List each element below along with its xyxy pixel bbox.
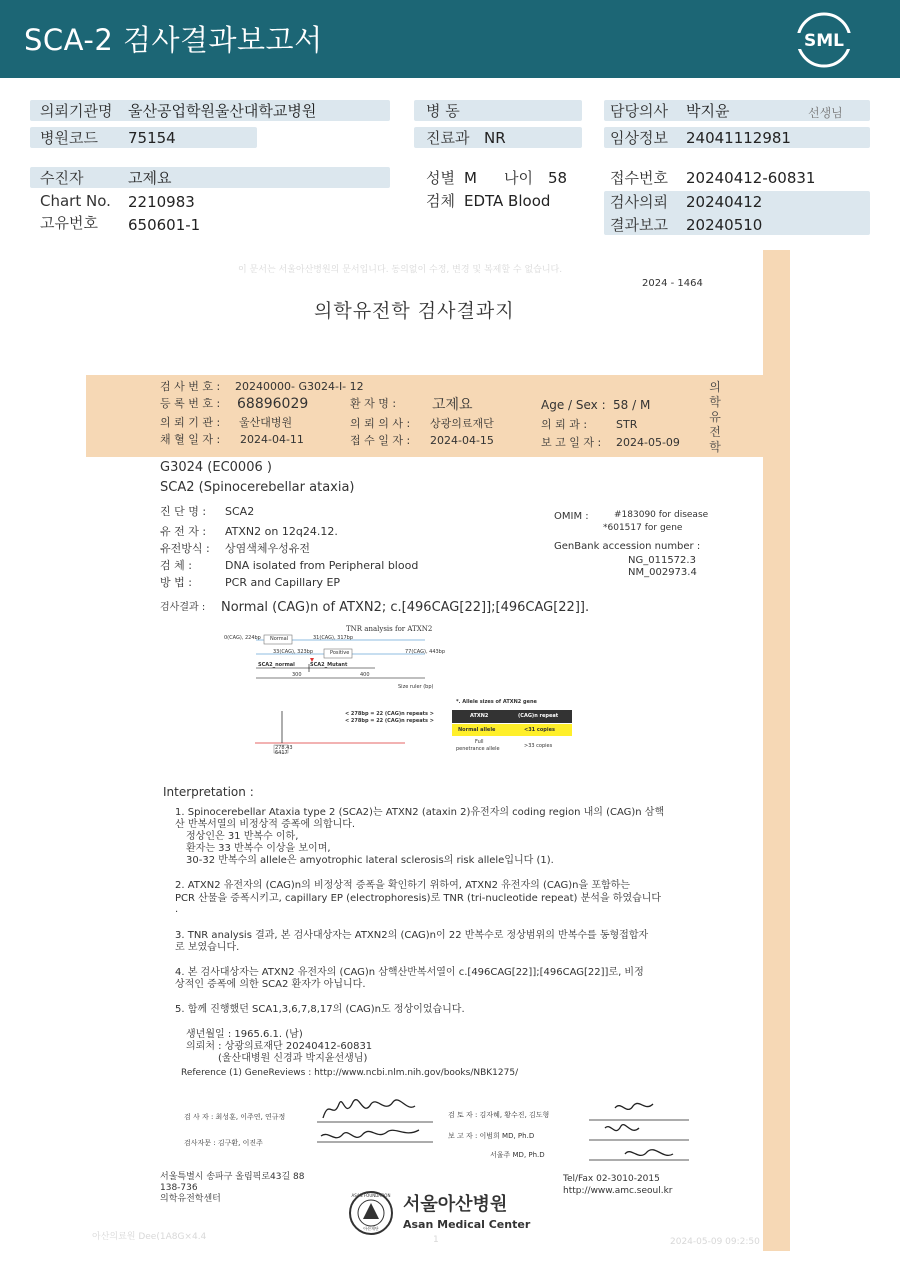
fig-normal: Normal [270, 636, 289, 642]
footer-page: 1 [433, 1235, 439, 1245]
fig-sca2-mutant: SCA2_Mutant [310, 662, 348, 668]
specimen-label-2: 검 체 : [160, 559, 192, 572]
interp-line-1: 1. Spinocerebellar Ataxia type 2 (SCA2)는 ATXN2 (ataxin 2)유전자의 coding region 내의 (CAG)n 삼핵 [175, 807, 665, 818]
hospital-code-value: 75154 [128, 129, 176, 147]
request-label: 검사의뢰 [610, 193, 668, 211]
address-3: 의학유전학센터 [160, 1194, 221, 1204]
sex-label: 성별 [426, 169, 455, 187]
report-value: 20240510 [686, 216, 763, 234]
diagnosis-label: 진 단 명 : [160, 505, 207, 518]
institution-value: 울산공업학원울산대학교병원 [128, 102, 317, 120]
age-sex-label: Age / Sex : [541, 398, 606, 412]
result-label: 검사결과 : [160, 602, 206, 613]
peak-label-2: 6417 [275, 750, 288, 756]
specimen-2: DNA isolated from Peripheral blood [225, 559, 419, 572]
allele-col1: ATXN2 [470, 713, 489, 719]
header-bar [0, 0, 900, 78]
omim-gene: *601517 for gene [603, 523, 683, 533]
footer-right: 2024-05-09 09:2:50 [670, 1237, 760, 1247]
omim-disease: #183090 for disease [614, 510, 709, 520]
reg-no: 68896029 [237, 396, 309, 412]
address-1: 서울특별시 송파구 올림픽로43길 88 [160, 1172, 305, 1182]
age-value: 58 [548, 169, 568, 187]
peak-label-1: 278.43 [275, 745, 293, 751]
doctor-label: 담당의사 [610, 102, 668, 120]
report-title: 의학유전학 검사결과지 [314, 300, 515, 322]
client: 의뢰처 : 상광의료재단 20240412-60831 [186, 1041, 373, 1052]
website: http://www.amc.seoul.kr [563, 1186, 673, 1196]
reviewer: 검 토 자 : 김자혜, 황수진, 김도형 [448, 1111, 550, 1119]
chart-label: Chart No. [40, 192, 111, 210]
sex-value: M [464, 169, 477, 187]
receipt-label: 접수번호 [610, 169, 668, 187]
interp-line-10: 로 보였습니다. [175, 942, 240, 953]
test-no: 20240000- G3024-I- 12 [235, 380, 364, 393]
footer-left: 아산의료원 Dee(1A8G×4.4 [92, 1232, 207, 1242]
patient-value: 고제요 [128, 169, 172, 187]
ward-label: 병 동 [426, 102, 460, 120]
allele-normal-copies: <31 copies [524, 727, 555, 733]
genbank-2: NM_002973.4 [628, 567, 697, 578]
doctor-suffix: 선생님 [808, 106, 843, 120]
allele-normal: Normal allele [458, 727, 496, 733]
band-patient: 고제요 [432, 397, 473, 413]
reference: Reference (1) GeneReviews : http://www.ncbi.nlm.nih.gov/books/NBK1275/ [181, 1068, 519, 1078]
age-label: 나이 [504, 169, 533, 187]
clinical-label: 임상정보 [610, 129, 668, 147]
interp-line-2: 산 반복서열의 비정상적 증폭에 의합니다. [175, 819, 356, 830]
method: PCR and Capillary EP [225, 576, 341, 589]
sml-logo [795, 11, 853, 69]
address-2: 138-736 [160, 1183, 198, 1193]
unique-label: 고유번호 [40, 214, 98, 232]
patient-label: 수진자 [40, 169, 84, 187]
reg-no-label: 등 록 번 호 : [160, 397, 221, 410]
svg-text:ASAN FOUNDATION: ASAN FOUNDATION [351, 1193, 391, 1198]
repeat-label-1: < 278bp = 22 (CAG)n repeats > [345, 711, 434, 717]
repeat-label-2: < 278bp = 22 (CAG)n repeats > [345, 718, 434, 724]
doc-number: 2024 - 1464 [642, 278, 703, 289]
reporter-2: 서울주 MD, Ph.D [490, 1151, 545, 1159]
unique-value: 650601-1 [128, 216, 201, 234]
band-report-label: 보 고 일 자 : [541, 436, 602, 449]
interp-line-11: 4. 본 검사대상자는 ATXN2 유전자의 (CAG)n 삼핵산반복서열이 c.[496CAG[22]];[496CAG[22]]로, 비정 [175, 967, 644, 978]
band-report: 2024-05-09 [616, 436, 680, 449]
gene-label: 유 전 자 : [160, 525, 207, 538]
inst-label: 의 뢰 기 관 : [160, 416, 221, 429]
interp-line-8: . [175, 904, 179, 915]
svg-text:아산재단: 아산재단 [363, 1226, 379, 1231]
allele-full-1: Full [475, 739, 484, 745]
watermark-text: 이 문서는 서울아산병원의 문서입니다. 동의없이 수정, 변경 및 복제할 수 없습니다. [238, 265, 563, 275]
test-code: G3024 (EC0006 ) [160, 460, 272, 475]
client-2: (울산대병원 신경과 박지윤선생님) [218, 1053, 368, 1064]
hospital-code-label: 병원코드 [40, 129, 98, 147]
dept-label: 진료과 [426, 129, 470, 147]
specimen-label: 검체 [426, 192, 455, 210]
inst: 울산대병원 [239, 416, 293, 429]
signature-right [585, 1098, 695, 1168]
fig-tick-400: 400 [360, 672, 370, 678]
row-bg [30, 167, 390, 188]
interp-line-13: 5. 함께 진행했던 SCA1,3,6,7,8,17의 (CAG)n도 정상이었습니다. [175, 1004, 465, 1015]
band-patient-label: 환 자 명 : [350, 397, 397, 410]
examiner-chief: 검사자문 : 김구환, 이진주 [184, 1139, 263, 1147]
req-dept: STR [616, 418, 638, 431]
interp-line-9: 3. TNR analysis 결과, 본 검사대상자는 ATXN2의 (CAG)n이 22 반복수로 정상범위의 반복수를 동형접합자 [175, 930, 649, 941]
svg-text:SML: SML [804, 31, 844, 51]
specimen-value: EDTA Blood [464, 192, 551, 210]
test-no-label: 검 사 번 호 : [160, 380, 221, 393]
gene: ATXN2 on 12q24.12. [225, 525, 338, 538]
fig-l1: 0(CAG), 224bp [224, 635, 261, 641]
chart-value: 2210983 [128, 193, 195, 211]
allele-col2: (CAG)n repeat [518, 713, 559, 719]
asan-foundation-seal [348, 1190, 394, 1236]
allele-title: *. Allele sizes of ATXN2 gene [456, 699, 537, 705]
receive: 2024-04-15 [430, 434, 494, 447]
inherit-label: 유전방식 : [160, 542, 210, 555]
report-label: 결과보고 [610, 216, 668, 234]
request-value: 20240412 [686, 193, 763, 211]
figure-title: TNR analysis for ATXN2 [346, 625, 433, 633]
req-dept-label: 의 뢰 과 : [541, 418, 588, 431]
genbank-label: GenBank accession number : [554, 541, 701, 552]
allele-full-copies: >33 copies [524, 743, 553, 749]
interp-line-7: PCR 산물을 증폭시키고, capillary EP (electrophoresis)로 TNR (tri-nucleotide repeat) 분석을 하였습니다 [175, 893, 662, 904]
fig-positive: Positive [330, 650, 350, 656]
fig-l2: 31(CAG), 317bp [313, 635, 354, 641]
interp-line-3: 정상인은 31 반복수 이하, [186, 831, 299, 842]
req-doc-label: 의 뢰 의 사 : [350, 417, 411, 430]
institution-label: 의뢰기관명 [40, 102, 113, 120]
dept-value: NR [484, 129, 506, 147]
hospital-name-en: Asan Medical Center [403, 1218, 531, 1231]
method-label: 방 법 : [160, 576, 192, 589]
reporter: 보 고 자 : 이범희 MD, Ph.D [448, 1132, 535, 1140]
clinical-value: 24041112981 [686, 129, 791, 147]
test-name: SCA2 (Spinocerebellar ataxia) [160, 480, 355, 495]
req-doc: 상광의료재단 [430, 417, 494, 430]
interpretation-title: Interpretation : [163, 785, 254, 799]
examiner: 검 사 자 : 최성훈, 이주연, 연규정 [184, 1113, 286, 1121]
omim-label: OMIM : [554, 511, 589, 522]
interp-line-6: 2. ATXN2 유전자의 (CAG)n의 비정상적 증폭을 확인하기 위하여, ATXN2 유전자의 (CAG)n을 포함하는 [175, 880, 630, 891]
signature-left [315, 1090, 440, 1155]
tel: Tel/Fax 02-3010-2015 [563, 1174, 660, 1184]
side-vertical-text: 의학유전학 [709, 380, 721, 454]
interp-line-5: 30-32 반복수의 allele은 amyotrophic lateral sclerosis의 risk allele입니다 (1). [186, 855, 554, 866]
result: Normal (CAG)n of ATXN2; c.[496CAG[22]];[496CAG[22]]. [221, 600, 590, 615]
interp-line-4: 환자는 33 반복수 이상을 보이며, [186, 843, 331, 854]
fig-size-ruler: Size ruler (bp) [398, 684, 434, 690]
doctor-value: 박지윤 [686, 102, 730, 120]
fig-l4: 77(CAG), 443bp [405, 649, 446, 655]
hospital-name-kr: 서울아산병원 [403, 1194, 508, 1215]
fig-sca2-normal: SCA2_normal [258, 662, 295, 668]
interp-line-12: 상적인 증폭에 의한 SCA2 환자가 아닙니다. [175, 979, 366, 990]
fig-l3: 33(CAG), 323bp [273, 649, 314, 655]
diagnosis: SCA2 [225, 505, 255, 518]
age-sex: 58 / M [613, 398, 651, 412]
fig-tick-300: 300 [292, 672, 302, 678]
receive-label: 접 수 일 자 : [350, 434, 411, 447]
collect: 2024-04-11 [240, 433, 304, 446]
page-title: SCA-2 검사결과보고서 [24, 23, 323, 57]
genbank-1: NG_011572.3 [628, 555, 696, 566]
receipt-value: 20240412-60831 [686, 169, 816, 187]
birth-date: 생년월일 : 1965.6.1. (남) [186, 1029, 303, 1040]
inherit: 상염색체우성유전 [225, 542, 311, 555]
scan-edge-strip [763, 250, 790, 1251]
allele-full-2: penetrance allele [456, 746, 500, 752]
collect-label: 채 혈 일 자 : [160, 433, 221, 446]
